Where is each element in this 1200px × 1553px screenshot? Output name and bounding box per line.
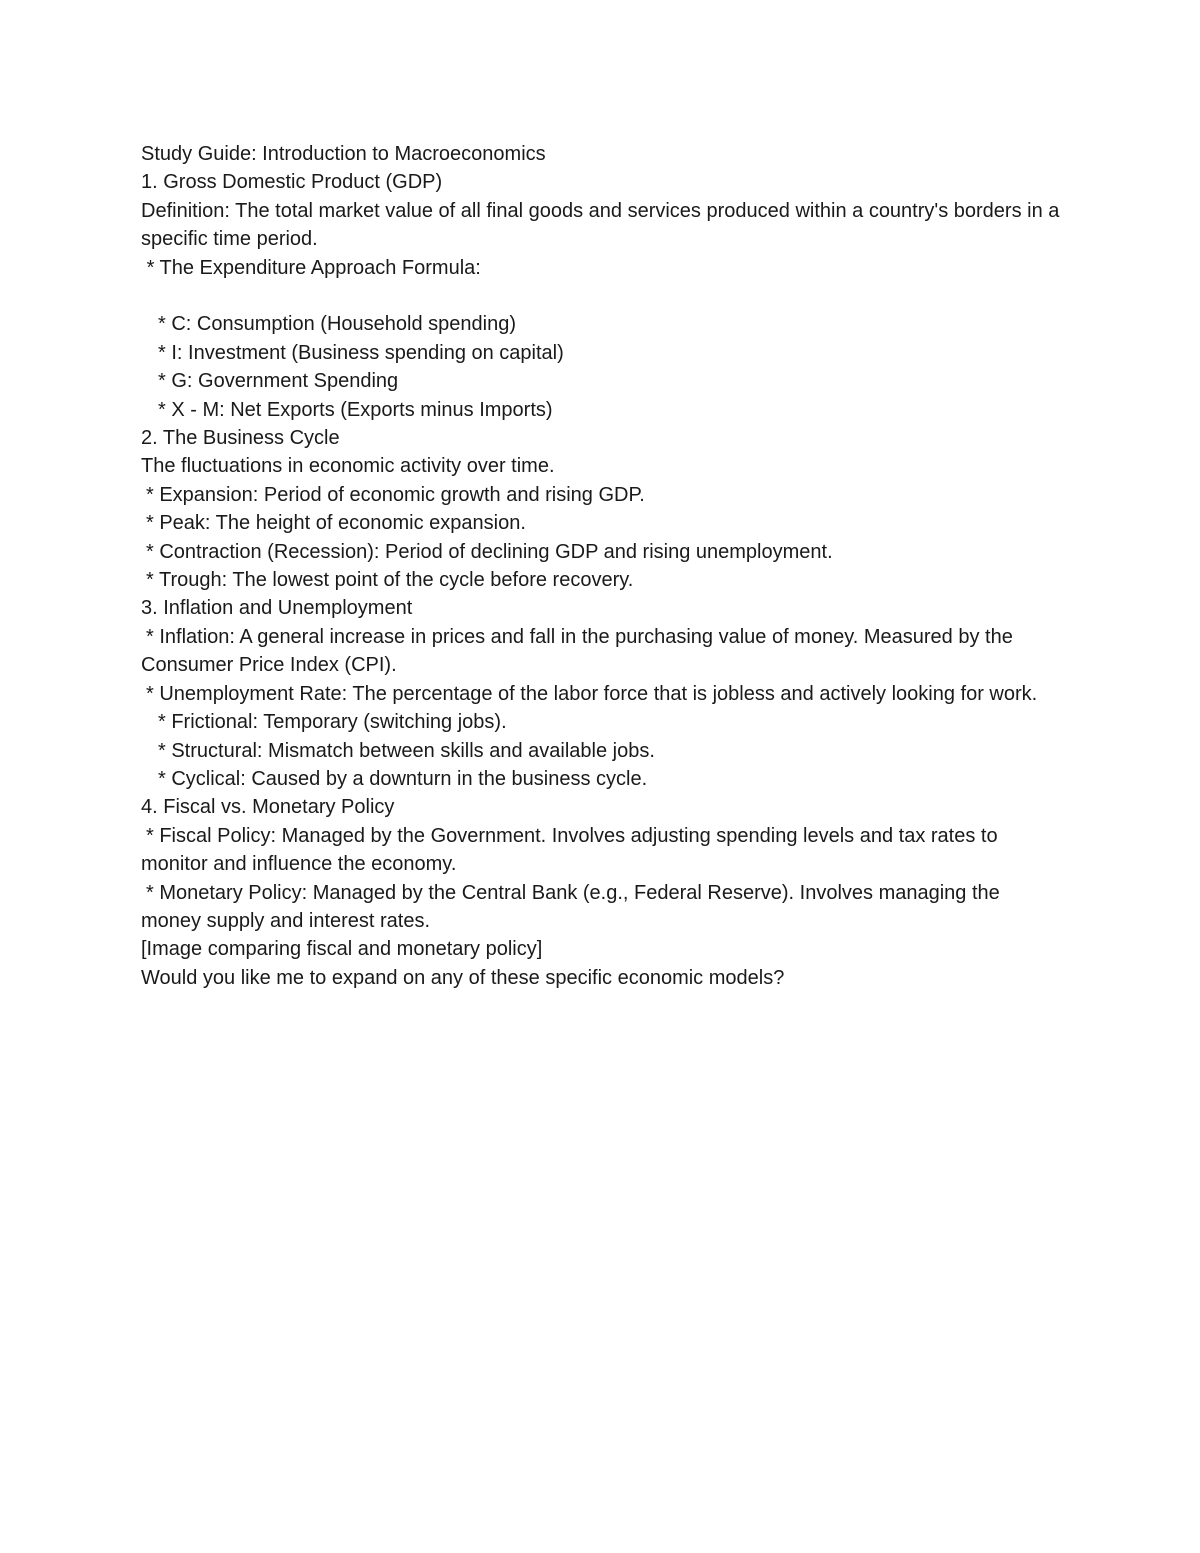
monetary-bullet bbox=[141, 879, 1061, 936]
type-frictional: * Frictional: Temporary (switching jobs). bbox=[158, 711, 507, 734]
phase-contraction: * Contraction (Recession): Period of declining GDP and rising unemployment. bbox=[146, 540, 833, 563]
unemployment-bullet bbox=[141, 680, 1061, 708]
component-government: * G: Government Spending bbox=[158, 370, 399, 393]
section-heading-policy: 4. Fiscal vs. Monetary Policy bbox=[141, 796, 395, 819]
blank-line bbox=[141, 282, 1061, 310]
gdp-definition: Definition: The total market value of all final goods and services produced within a country's borders in a specific time period. bbox=[141, 199, 1065, 251]
closing-question: Would you like me to expand on any of these specific economic models? bbox=[141, 966, 785, 989]
inflation-bullet bbox=[141, 623, 1061, 680]
image-placeholder: [Image comparing fiscal and monetary policy] bbox=[141, 938, 543, 961]
phase-trough: * Trough: The lowest point of the cycle before recovery. bbox=[146, 569, 634, 592]
fiscal-text: * Fiscal Policy: Managed by the Government. Involves adjusting spending levels and tax rates to monitor and influence the economy. bbox=[141, 824, 1004, 876]
type-cyclical: * Cyclical: Caused by a downturn in the business cycle. bbox=[158, 767, 648, 790]
phase-peak: * Peak: The height of economic expansion. bbox=[146, 512, 526, 535]
section-heading-business-cycle: 2. The Business Cycle bbox=[141, 427, 340, 450]
document-title: Study Guide: Introduction to Macroeconomics bbox=[141, 143, 546, 165]
business-cycle-intro: The fluctuations in economic activity over time. bbox=[141, 455, 555, 478]
monetary-text: * Monetary Policy: Managed by the Central Bank (e.g., Federal Reserve). Involves managing the money supply and interest rates. bbox=[141, 881, 1006, 932]
section-heading-gdp: 1. Gross Domestic Product (GDP) bbox=[141, 171, 443, 194]
type-structural: * Structural: Mismatch between skills and available jobs. bbox=[158, 739, 655, 762]
section-heading-inflation: 3. Inflation and Unemployment bbox=[141, 597, 413, 620]
formula-label: * The Expenditure Approach Formula: bbox=[141, 256, 481, 279]
fiscal-bullet bbox=[141, 822, 1061, 879]
component-investment: * I: Investment (Business spending on capital) bbox=[158, 341, 564, 364]
inflation-text: * Inflation: A general increase in prices and fall in the purchasing value of money. Measured by the Consumer Price Index (CPI). bbox=[141, 625, 1019, 677]
unemployment-text: * Unemployment Rate: The percentage of the labor force that is jobless and actively looking for work. bbox=[146, 682, 1038, 705]
component-net-exports: * X - M: Net Exports (Exports minus Imports) bbox=[158, 398, 553, 421]
component-consumption: * C: Consumption (Household spending) bbox=[158, 313, 516, 336]
document-body bbox=[141, 140, 1065, 992]
phase-expansion: * Expansion: Period of economic growth and rising GDP. bbox=[146, 483, 645, 506]
